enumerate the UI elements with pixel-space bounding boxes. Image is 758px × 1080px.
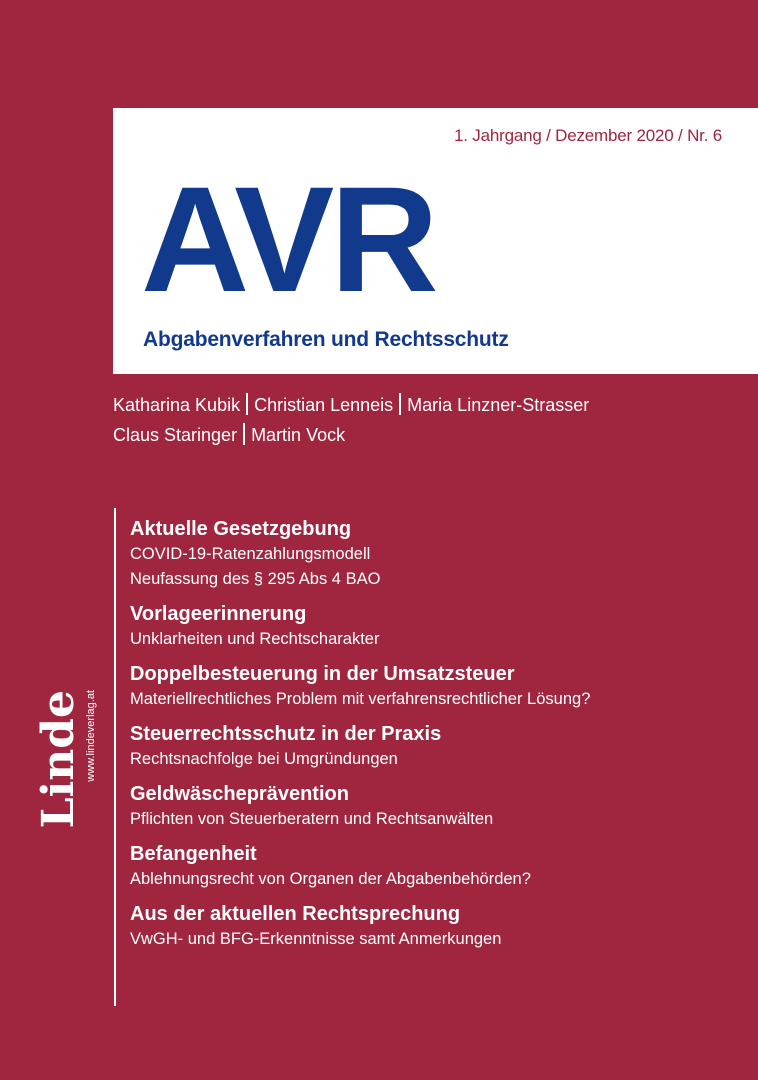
toc-item — [130, 601, 590, 652]
toc-item — [130, 841, 590, 892]
issue-info: 1. Jahrgang / Dezember 2020 / Nr. 6 — [454, 126, 722, 145]
toc-subtitle: Unklarheiten und Rechtscharakter — [130, 630, 380, 648]
author-name: Christian Lenneis — [254, 395, 394, 415]
journal-logo: AVR — [141, 155, 435, 323]
author-separator — [246, 393, 248, 415]
toc-subtitle: Neufassung des § 295 Abs 4 BAO — [130, 570, 381, 588]
author-name: Maria Linzner-Strasser — [407, 395, 590, 415]
author-name: Katharina Kubik — [113, 395, 241, 415]
toc-title: Aus der aktuellen Rechtsprechung — [130, 903, 461, 925]
toc-divider — [114, 508, 116, 1006]
toc-item — [130, 901, 590, 952]
toc-item — [130, 661, 590, 712]
journal-subtitle: Abgabenverfahren und Rechtsschutz — [143, 328, 509, 351]
toc-title: Vorlageerinnerung — [130, 603, 307, 625]
author-list — [113, 390, 589, 450]
toc-title: Steuerrechtsschutz in der Praxis — [130, 723, 442, 745]
author-name: Claus Staringer — [113, 425, 238, 445]
publisher-url: www.lindeverlag.at — [85, 690, 97, 782]
toc-subtitle: VwGH- und BFG-Erkenntnisse samt Anmerkungen — [130, 930, 502, 948]
toc-subtitle: Pflichten von Steuerberatern und Rechtsanwälten — [130, 810, 494, 828]
toc-title: Aktuelle Gesetzgebung — [130, 518, 352, 540]
toc-title: Geldwäscheprävention — [130, 783, 349, 805]
author-separator — [399, 393, 401, 415]
table-of-contents — [130, 516, 590, 961]
toc-title: Befangenheit — [130, 843, 257, 865]
toc-subtitle: Materiellrechtliches Problem mit verfahrensrechtlicher Lösung? — [130, 690, 591, 708]
toc-title: Doppelbesteuerung in der Umsatzsteuer — [130, 663, 515, 685]
toc-subtitle: Rechtsnachfolge bei Umgründungen — [130, 750, 398, 768]
toc-item — [130, 516, 590, 592]
masthead — [113, 108, 758, 374]
author-row — [113, 390, 589, 420]
author-name: Martin Vock — [251, 425, 346, 445]
publisher-logo: Linde — [33, 690, 84, 829]
toc-subtitle: Ablehnungsrecht von Organen der Abgabenbehörden? — [130, 870, 531, 888]
toc-subtitle: COVID-19-Ratenzahlungsmodell — [130, 545, 371, 563]
author-row — [113, 420, 589, 450]
toc-item — [130, 781, 590, 832]
toc-item — [130, 721, 590, 772]
author-separator — [243, 423, 245, 445]
